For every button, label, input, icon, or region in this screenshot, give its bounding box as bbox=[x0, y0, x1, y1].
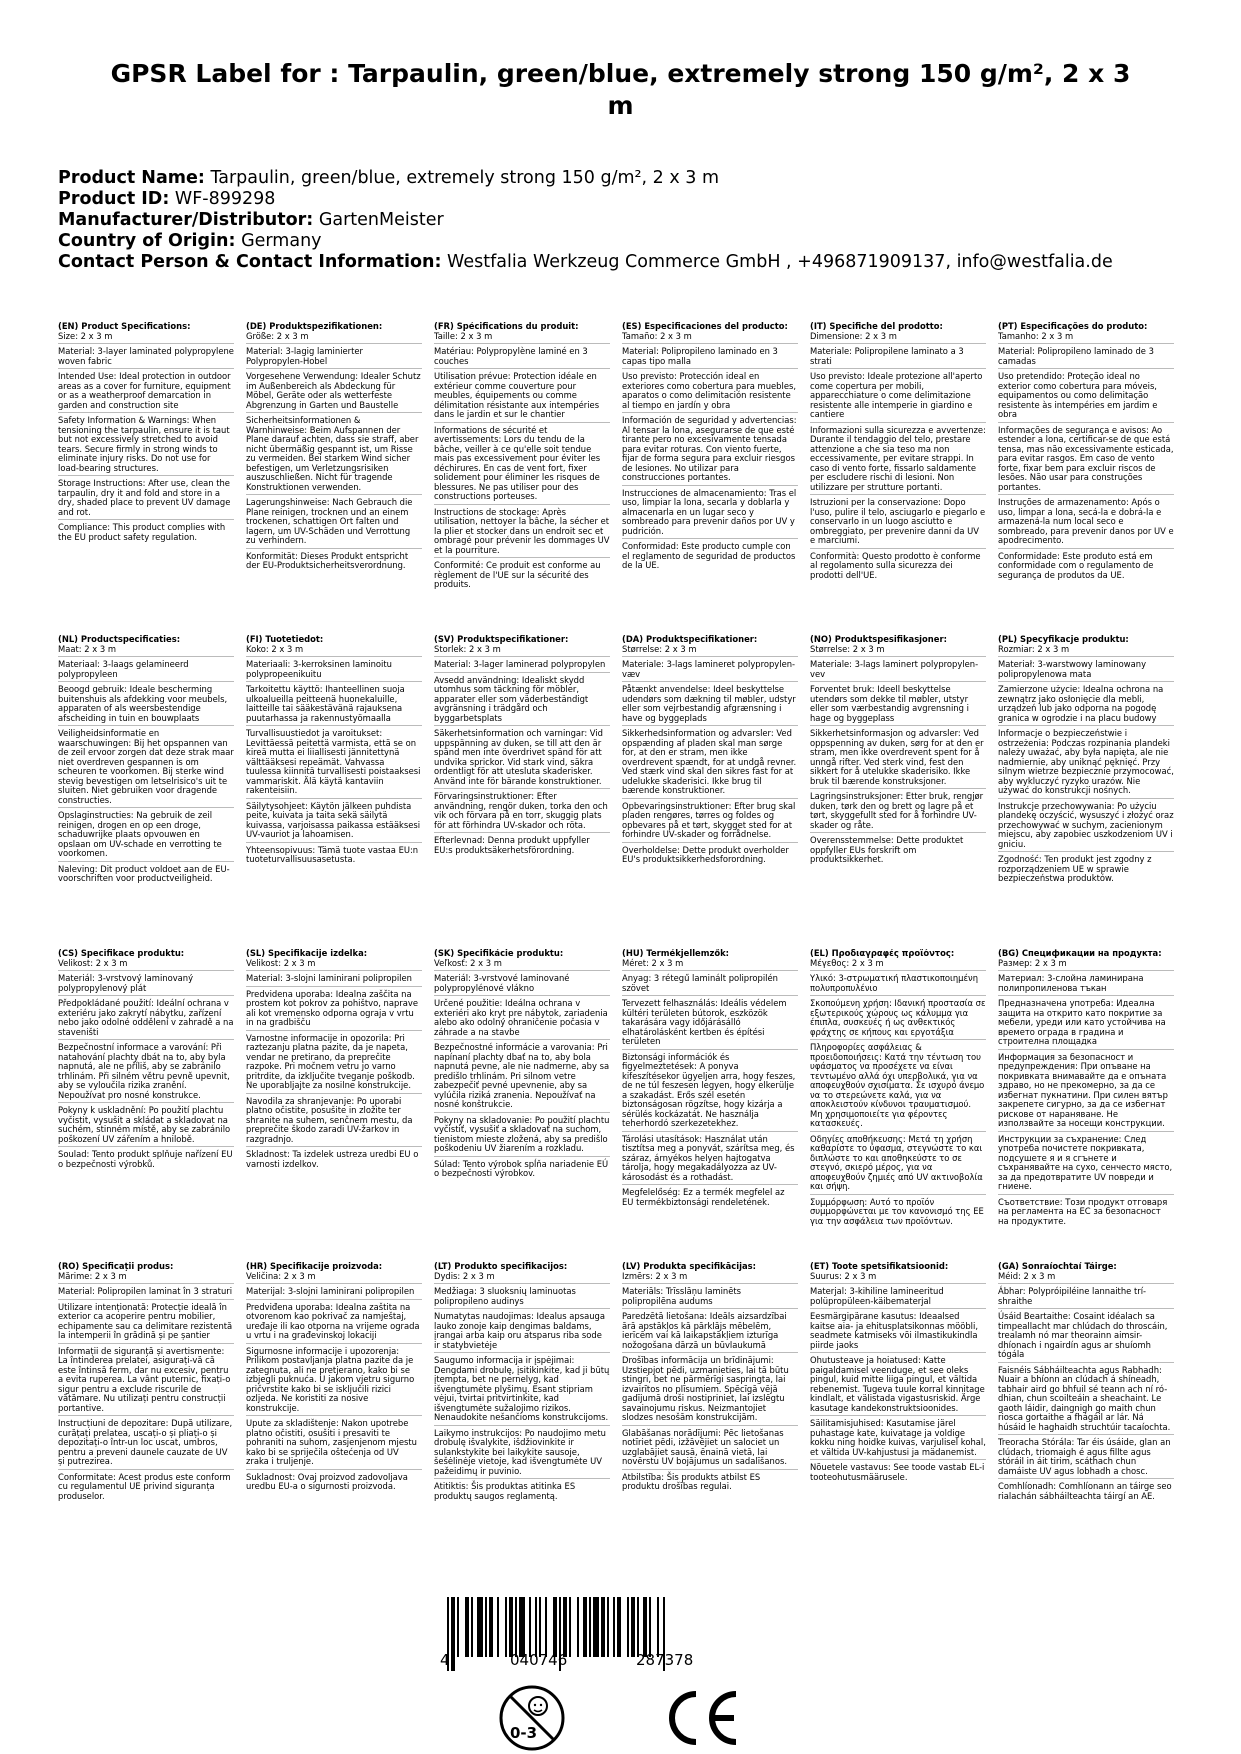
spec-line: Predviđena uporaba: Idealna zaštita na otvorenom kao pokrivač za namještaj, uređaje ili kao otporna na vrijeme ograda u vrtu i na građevinskoj lokaciji bbox=[246, 1303, 422, 1344]
barcode-bar bbox=[563, 1597, 567, 1657]
spec-line: Medžiaga: 3 sluoksnių laminuotas polipropileno audinys bbox=[434, 1287, 610, 1309]
spec-line: Istruzioni per la conservazione: Dopo l'uso, pulire il telo, asciugarlo e piegarlo e conservarlo in un luogo asciutto e ombreggiato, per prevenire danni da UV e marciumi. bbox=[810, 498, 986, 549]
language-block bbox=[434, 322, 610, 622]
spec-line: Intended Use: Ideal protection in outdoor areas as a cover for furniture, equipment or as a weatherproof demarcation in garden and construction site bbox=[58, 372, 234, 413]
barcode-bar bbox=[657, 1597, 659, 1657]
spec-line: Opslaginstructies: Na gebruik de zeil reinigen, drogen en op een droge, schaduwrijke plaats opvouwen en opslaan om UV-schade en verrotting te voorkomen. bbox=[58, 811, 234, 862]
spec-line: Storage Instructions: After use, clean the tarpaulin, dry it and fold and store in a dry, shaded place to prevent UV damage and rot. bbox=[58, 479, 234, 520]
spec-line: Informacje o bezpieczeństwie i ostrzeżenia: Podczas rozpinania plandeki należy uważać, aby była napięta, ale nie nadmiernie, aby uniknąć pęknięć. Przy silnym wietrze bezpiecznie przymocować, aby wykluczyć ryzyko urazów. Nie używać do konstrukcji nośnych. bbox=[998, 729, 1174, 799]
spec-line: Soulad: Tento produkt splňuje nařízení EU o bezpečnosti výrobků. bbox=[58, 1149, 233, 1169]
spec-line: Treoracha Stórála: Tar éis úsáide, glan an clúdach, triomaigh é agus fillte agus stóráil in áit tirim, scáthach chun damáiste UV agus lobhadh a chosc. bbox=[998, 1438, 1174, 1479]
barcode-bar bbox=[637, 1597, 639, 1657]
language-heading: (IT) Specifiche del prodotto: bbox=[810, 322, 943, 331]
spec-line: Upute za skladištenje: Nakon upotrebe platno očistiti, osušiti i presaviti te pohraniti na suhom, zasjenjenom mjestu kako bi se spriječila oštećenja od UV zraka i truljenje. bbox=[246, 1419, 422, 1470]
spec-line: Предназначена употреба: Идеална защита на открито като покритие за мебели, уреди или като устойчива на времето ограда в градина и строителна площадка bbox=[998, 999, 1174, 1050]
spec-line: Safety Information & Warnings: When tensioning the tarpaulin, ensure it is taut but not excessively stretched to avoid tears. Secure firmly in strong winds to eliminate injury risks. Do not use for load-bearing structures. bbox=[58, 416, 234, 476]
language-heading: (PT) Especificações do produto: bbox=[998, 322, 1148, 331]
info-value: Westfalia Werkzeug Commerce GmbH , +496871909137, info@westfalia.de bbox=[447, 252, 1113, 272]
barcode-bar bbox=[589, 1597, 591, 1657]
spec-line: Инструкции за съхранение: След употреба почистете покривката, подсушете я и я сгънете и съхранявайте на сухо, сенчесто място, за да предотвратите UV повреди и гниене. bbox=[998, 1135, 1174, 1195]
language-block bbox=[58, 635, 234, 935]
spec-line: Pokyny k uskladnění: Po použití plachtu vyčistit, vysušit a skládat a skladovat na suchém, stinném místě, aby se zabránilo poškození UV zářením a hnilobě. bbox=[58, 1106, 234, 1147]
spec-line: Sikkerhedsinformation og advarsler: Ved opspænding af pladen skal man sørge for, at den er stram, men ikke overdrevent spændt, for at undgå revner. Ved stærk vind skal den sikres fast for at udelukke skaderisici. Ikke brug til bærende konstruktioner. bbox=[622, 729, 798, 799]
language-heading: (SV) Produktspecifikationer: bbox=[434, 635, 569, 644]
spec-line: Información de seguridad y advertencias: Al tensar la lona, asegurarse de que esté tirante pero no excesivamente tensada para evitar roturas. Con viento fuerte, fijar de forma segura para excluir riesgos de lesiones. No utilizar para construcciones portantes. bbox=[622, 416, 798, 486]
spec-line: Ábhar: Polypróipiléine lannaithe trí-shraithe bbox=[998, 1287, 1174, 1309]
barcode-bar bbox=[509, 1597, 513, 1657]
barcode-bar bbox=[485, 1597, 487, 1657]
label-title: GPSR Label for : Tarpaulin, green/blue, extremely strong 150 g/m², 2 x 3 m bbox=[110, 59, 1131, 120]
language-block bbox=[810, 322, 986, 622]
barcode-bar bbox=[627, 1597, 629, 1657]
spec-line: Instructions de stockage: Après utilisation, nettoyer la bâche, la sécher et la plier et stocker dans un endroit sec et ombragé pour prévenir les dommages UV et la pourriture. bbox=[434, 508, 610, 559]
language-heading: (DE) Produktspezifikationen: bbox=[246, 322, 383, 331]
barcode-bar bbox=[519, 1597, 525, 1657]
info-row bbox=[58, 168, 1188, 189]
spec-line: Předpokládané použití: Ideální ochrana v exteriéru jako zakrytí nábytku, zařízení nebo jako odolné oddělení v zahradě a na staveništi bbox=[58, 999, 234, 1040]
spec-line: Zamierzone użycie: Idealna ochrona na zewnątrz jako osłonięcie dla mebli, urządzeń lub jako odporna na pogodę granica w ogrodzie i na placu budowy bbox=[998, 685, 1174, 726]
language-heading: (BG) Спецификации на продукта: bbox=[998, 949, 1162, 958]
spec-line: Størrelse: 2 x 3 m bbox=[622, 645, 798, 658]
info-row bbox=[58, 189, 1188, 210]
spec-line: Vorgesehene Verwendung: Idealer Schutz im Außenbereich als Abdeckung für Möbel, Geräte oder als wetterfeste Abgrenzung in Garten und Baustelle bbox=[246, 372, 422, 413]
info-row bbox=[58, 252, 1188, 273]
spec-line: Storlek: 2 x 3 m bbox=[434, 645, 610, 658]
spec-line: Размер: 2 x 3 m bbox=[998, 959, 1174, 972]
spec-line: Størrelse: 2 x 3 m bbox=[810, 645, 986, 658]
info-value: WF-899298 bbox=[174, 189, 276, 209]
spec-line: Dydis: 2 x 3 m bbox=[434, 1272, 610, 1285]
barcode-bar bbox=[607, 1597, 609, 1657]
barcode-bar bbox=[457, 1597, 459, 1657]
spec-line: Μέγεθος: 2 x 3 m bbox=[810, 959, 986, 972]
language-heading: (EL) Προδιαγραφές προϊόντος: bbox=[810, 949, 955, 958]
spec-line: Nõuetele vastavus: See toode vastab EL-i tooteohutusmäärusele. bbox=[810, 1462, 985, 1482]
language-heading: (NO) Produktspesifikasjoner: bbox=[810, 635, 947, 644]
spec-line: Mărime: 2 x 3 m bbox=[58, 1272, 234, 1285]
info-label: Contact Person & Contact Information: bbox=[58, 252, 442, 272]
spec-line: Rozmiar: 2 x 3 m bbox=[998, 645, 1174, 658]
spec-line: Materiale: 3-lags laminert polypropylen-vev bbox=[810, 660, 986, 682]
barcode-bar bbox=[601, 1597, 605, 1657]
barcode-bar bbox=[577, 1597, 579, 1657]
spec-line: Conformidade: Este produto está em conformidade com o regulamento de segurança de produtos da UE. bbox=[998, 550, 1154, 580]
spec-line: Material: 3-lagig laminierter Polypropylen-Hobel bbox=[246, 347, 422, 369]
spec-line: Instruções de armazenamento: Após o uso, limpar a lona, secá-la e dobrá-la e armazená-la num local seco e sombreado, para prevenir danos por UV e apodrecimento. bbox=[998, 498, 1174, 549]
info-label: Product Name: bbox=[58, 168, 205, 188]
spec-line: Conformità: Questo prodotto è conforme al regolamento sulla sicurezza dei prodotti dell'UE. bbox=[810, 550, 981, 580]
spec-line: Forventet bruk: Ideell beskyttelse utendørs som dekke til møbler, utstyr eller som værbestandig avgrensning i hage og byggeplass bbox=[810, 685, 986, 726]
spec-line: Tamanho: 2 x 3 m bbox=[998, 332, 1174, 345]
language-grid bbox=[58, 322, 1188, 1577]
language-heading: (ET) Toote spetsifikatsioonid: bbox=[810, 1262, 949, 1271]
spec-line: Suurus: 2 x 3 m bbox=[810, 1272, 986, 1285]
barcode-bar bbox=[613, 1597, 615, 1657]
spec-line: Drošības informācija un brīdinājumi: Uzstiepjot pēdi, uzmanieties, lai tā būtu stingri, bet ne pārmērīgi saspringta, lai izvairītos no plīsumiem. Spēcīgā vējā gadījumā droši nostipriniet, lai izslēgtu savainojumu riskus. Neizmantojiet slodzes nesošām konstrukcijām. bbox=[622, 1356, 798, 1426]
barcode-bar bbox=[643, 1597, 647, 1657]
spec-line: Bezpečnostní informace a varování: Při natahování plachty dbát na to, aby byla napnutá, ale ne příliš, aby se zabránilo trhlinám. Při silném větru pevně upevnit, aby se vyloučila rizika zranění. Nepoužívat pro nosné konstrukce. bbox=[58, 1043, 234, 1103]
language-block bbox=[246, 635, 422, 935]
barcode-bar bbox=[649, 1597, 651, 1657]
spec-line: Συμμόρφωση: Αυτό το προϊόν συμμορφώνεται με τον κανονισμό της ΕΕ για την ασφάλεια των προϊόντων. bbox=[810, 1196, 984, 1226]
spec-line: Material: 3-lager laminerad polypropylen bbox=[434, 660, 610, 673]
spec-line: Izmērs: 2 x 3 m bbox=[622, 1272, 798, 1285]
spec-line: Instrukcje przechowywania: Po użyciu plandekę oczyścić, wysuszyć i złożyć oraz przechowywać w suchym, zacienionym miejscu, aby zapobiec uszkodzeniom UV i gniciu. bbox=[998, 802, 1174, 853]
barcode-bar bbox=[569, 1597, 571, 1657]
language-block bbox=[434, 635, 610, 935]
info-row bbox=[58, 231, 1188, 252]
spec-line: Overensstemmelse: Dette produktet oppfyller EUs forskrift om produktsikkerhet. bbox=[810, 835, 964, 864]
spec-line: Οδηγίες αποθήκευσης: Μετά τη χρήση καθαρίστε το ύφασμα, στεγνώστε το και διπλώστε το και αποθηκεύστε το σε στεγνό, σκιερό μέρος, για να αποφευχθούν ζημιές από UV ακτινοβολία και σήψη. bbox=[810, 1135, 986, 1195]
spec-line: Materiale: 3-lags lamineret polypropylen-væv bbox=[622, 660, 798, 682]
barcode-bar bbox=[631, 1597, 635, 1657]
language-block bbox=[246, 949, 422, 1249]
barcode-bar bbox=[489, 1597, 493, 1657]
spec-line: Velikost: 2 x 3 m bbox=[58, 959, 234, 972]
spec-line: Predvidena uporaba: Idealna zaščita na prostem kot pokrov za pohištvo, naprave ali kot vremensko odporna ograja v vrtu in na gradbišču bbox=[246, 990, 422, 1031]
spec-line: Материал: 3-слойна ламинирана полипропиленова тъкан bbox=[998, 974, 1174, 996]
ce-mark-icon bbox=[662, 1684, 742, 1752]
spec-line: Yhteensopivuus: Tämä tuote vastaa EU:n tuoteturvallisuusasetusta. bbox=[246, 844, 419, 864]
spec-line: Veiligheidsinformatie en waarschuwingen: Bij het opspannen van de zeil ervoor zorgen dat deze strak maar niet overdreven gespannen is om scheuren te voorkomen. Bij sterke wind stevig bevestigen om letselrisico's uit te sluiten. Niet gebruiken voor dragende constructies. bbox=[58, 729, 234, 808]
age-warning-text: 0-3 bbox=[510, 1724, 538, 1742]
spec-line: Uso pretendido: Proteção ideal no exterior como cobertura para móveis, equipamentos ou como delimitação resistente às intempéries em jardim e obra bbox=[998, 372, 1174, 423]
language-block bbox=[622, 322, 798, 622]
spec-line: Säilitamisjuhised: Kasutamise järel puhastage kate, kuivatage ja voldige kokku ning hoidke kuivas, varjulisel kohal, et vältida UV-kahjustusi ja mädanemist. bbox=[810, 1419, 986, 1460]
barcode-bar bbox=[583, 1597, 587, 1657]
spec-line: Atbilstība: Šis produkts atbilst ES produktu drošības regulai. bbox=[622, 1471, 761, 1491]
spec-line: Ohutusteave ja hoiatused: Katte paigaldamisel veenduge, et see oleks pingul, kuid mitte liiga pingul, et vältida rebenemist. Tugeva tuule korral kinnitage kindlalt, et välistada vigastusriskid. Ärge kasutage kandekonstruktsioonides. bbox=[810, 1356, 986, 1416]
spec-line: Instrucciones de almacenamiento: Tras el uso, limpiar la lona, secarla y doblarla y almacenarla en un lugar seco y sombreado para prevenir daños por UV y pudrición. bbox=[622, 489, 798, 540]
spec-line: Maat: 2 x 3 m bbox=[58, 645, 234, 658]
spec-line: Σκοπούμενη χρήση: Ιδανική προστασία σε εξωτερικούς χώρους ως κάλυμμα για έπιπλα, συσκευές ή ως ανθεκτικός φράχτης σε κήπους και εργοτάξια bbox=[810, 999, 986, 1040]
spec-line: Určené použitie: Ideálna ochrana v exteriéri ako kryt pre nábytok, zariadenia alebo ako odolný ohraničenie počasia v záhrade a na stavbe bbox=[434, 999, 610, 1040]
spec-line: Tamaño: 2 x 3 m bbox=[622, 332, 798, 345]
barcode-bar bbox=[535, 1597, 537, 1657]
language-block bbox=[622, 635, 798, 935]
spec-line: Size: 2 x 3 m bbox=[58, 332, 234, 345]
language-block bbox=[58, 949, 234, 1249]
spec-line: Utilisation prévue: Protection idéale en extérieur comme couverture pour meubles, équipements ou comme délimitation résistante aux intempéries dans le jardin et sur le chantier bbox=[434, 372, 610, 423]
language-block bbox=[998, 949, 1174, 1249]
spec-line: Material: 3-layer laminated polypropylene woven fabric bbox=[58, 347, 234, 369]
spec-line: Material: Polipropilen laminat în 3 straturi bbox=[58, 1287, 234, 1300]
barcode-bar bbox=[539, 1597, 541, 1657]
language-block bbox=[810, 1262, 986, 1562]
spec-line: Bezpečnostné informácie a varovania: Pri napínaní plachty dbať na to, aby bola napnutá pevne, ale nie nadmerne, aby sa predišlo trhlinám. Pri silnom vetre zabezpečiť pevné upevnenie, aby sa vylúčila riziká zranenia. Nepoužívať na nosné konštrukcie. bbox=[434, 1043, 610, 1113]
spec-line: Informations de sécurité et avertissements: Lors du tendu de la bâche, veiller à ce qu'elle soit tendue mais pas excessivement pour éviter les déchirures. En cas de vent fort, fixer solidement pour éliminer les risques de blessures. Ne pas utiliser pour des constructions porteuses. bbox=[434, 426, 610, 505]
spec-line: Navodila za shranjevanje: Po uporabi platno očistite, posušite in zložite ter shranite na suhem, senčnem mestu, da preprečite škodo zaradi UV-žarkov in razgradnjo. bbox=[246, 1097, 422, 1148]
spec-line: Πληροφορίες ασφάλειας & προειδοποιήσεις: Κατά την τέντωση του υφάσματος να προσέχετε να είναι τεντωμένο αλλά όχι υπερβολικά, για να αποφευχθούν σχισίματα. Σε ισχυρό άνεμο να το στερεώνετε καλά, για να αποκλειστούν κίνδυνοι τραυματισμού. Μη χρησιμοποιείτε για φέροντες κατασκευές. bbox=[810, 1043, 986, 1132]
spec-line: Informazioni sulla sicurezza e avvertenze: Durante il tendaggio del telo, prestare attenzione a che sia teso ma non eccessivamente, per evitare strappi. In caso di vento forte, fissarlo saldamente per escludere rischi di lesioni. Non utilizzare per strutture portanti. bbox=[810, 426, 986, 496]
barcode-bar bbox=[465, 1597, 469, 1657]
language-heading: (DA) Produktspecifikationer: bbox=[622, 635, 758, 644]
product-info bbox=[58, 168, 1188, 273]
barcode-bar bbox=[471, 1597, 473, 1657]
info-value: Germany bbox=[241, 231, 322, 251]
spec-line: Paredzētā lietošana: Ideāls aizsardzībai ārā apstākļos kā pārklājs mēbelēm, ierīcēm vai kā laikapstākļiem izturīga nožogošana dārzā un būvlaukumā bbox=[622, 1312, 798, 1353]
language-block bbox=[622, 1262, 798, 1562]
info-value: Tarpaulin, green/blue, extremely strong 150 g/m², 2 x 3 m bbox=[210, 168, 720, 188]
spec-line: Sigurnosne informacije i upozorenja: Prilikom postavljanja platna pazite da je zategnuta, ali ne pretjerano, kako bi se izbjegli puknuća. U jakom vjetru sigurno pričvrstite kako bi se isključili rizici ozljeda. Ne koristiti za nosive konstrukcije. bbox=[246, 1347, 422, 1417]
spec-line: Skladnost: Ta izdelek ustreza uredbi EU o varnosti izdelkov. bbox=[246, 1149, 419, 1169]
spec-line: Conformitate: Acest produs este conform cu regulamentul UE privind siguranța produselor. bbox=[58, 1471, 231, 1501]
spec-line: Material: 3-slojni laminirani polipropilen bbox=[246, 974, 422, 987]
spec-line: Material: Polipropileno laminado de 3 camadas bbox=[998, 347, 1174, 369]
spec-line: Conformidad: Este producto cumple con el reglamento de seguridad de productos de la UE. bbox=[622, 541, 796, 570]
info-label: Product ID: bbox=[58, 189, 170, 209]
spec-line: Konformität: Dieses Produkt entspricht der EU-Produktsicherheitsverordnung. bbox=[246, 550, 409, 570]
spec-line: Megfelelőség: Ez a termék megfelel az EU termékbiztonsági rendeletének. bbox=[622, 1187, 785, 1207]
language-heading: (LT) Produkto specifikacijos: bbox=[434, 1262, 568, 1271]
spec-line: Efterlevnad: Denna produkt uppfyller EU:s produktsäkerhetsförordning. bbox=[434, 835, 590, 855]
spec-line: Atitiktis: Šis produktas atitinka ES produktų saugos reglamentą. bbox=[434, 1481, 576, 1501]
spec-line: Zgodność: Ten produkt jest zgodny z rozporządzeniem UE w sprawie bezpieczeństwa produktów. bbox=[998, 854, 1152, 883]
spec-line: Påtænkt anvendelse: Ideel beskyttelse udendørs som dækning til møbler, udstyr eller som vejrbestandig afgrænsning i have og byggeplads bbox=[622, 685, 798, 726]
language-heading: (ES) Especificaciones del producto: bbox=[622, 322, 788, 331]
spec-line: Uso previsto: Ideale protezione all'aperto come copertura per mobili, apparecchiature o come delimitazione resistente alle intemperie in giardino e cantiere bbox=[810, 372, 986, 423]
spec-line: Υλικό: 3-στρωματική πλαστικοποιημένη πολυπροπυλένιο bbox=[810, 974, 986, 996]
spec-line: Faisnéis Sábháilteachta agus Rabhadh: Nuair a bhíonn an clúdach á shíneadh, tabhair aird go bhfuil sé teann ach ní ró-dhian, chun scoilteáin a sheachaint. Le gaoth láidir, daingnigh go maith chun riosca gortaithe a fhágáil ar lár. Ná húsáid le haghaidh struchtúir tacaíochta. bbox=[998, 1366, 1174, 1436]
spec-line: Biztonsági információk és figyelmeztetések: A ponyva kifeszítésekor ügyeljen arra, hogy feszes, de ne túl feszesen legyen, hogy elkerülje a szakadást. Erős szél esetén biztonságosan rögzítse, hogy kizárja a sérülés kockázatát. Ne használja teherhordó szerkezetekhez. bbox=[622, 1053, 798, 1132]
spec-line: Beoogd gebruik: Ideale bescherming buitenshuis als afdekking voor meubels, apparaten of als weersbestendige afscheiding in tuin en bouwplaats bbox=[58, 685, 234, 726]
barcode-bar bbox=[553, 1597, 557, 1657]
spec-line: Numatytas naudojimas: Idealus apsauga lauko zonoje kaip dengimas baldams, įrangai arba kaip oru atsparus riba sode ir statybvietėje bbox=[434, 1312, 610, 1353]
info-row bbox=[58, 210, 1188, 231]
language-block bbox=[58, 1262, 234, 1562]
spec-line: Avsedd användning: Idealiskt skydd utomhus som täckning för möbler, apparater eller som väderbeständigt avgränsning i trädgård och byggarbetsplats bbox=[434, 676, 610, 727]
spec-line: Uso previsto: Protección ideal en exteriores como cobertura para muebles, aparatos o como delimitación resistente al tiempo en jardín y obra bbox=[622, 372, 798, 413]
spec-line: Saugumo informacija ir įspėjimai: Dengdami drobulę, įsitikinkite, kad ji būtų įtempta, bet ne pernelyg, kad išvengtumėte plyšimų. Esant stipriam vėjui, tvirtai pritvirtinkite, kad išvengtumėte sužalojimo rizikos. Nenaudokite nešančioms konstrukcijoms. bbox=[434, 1356, 610, 1426]
spec-line: Matériau: Polypropylène laminé en 3 couches bbox=[434, 347, 610, 369]
barcode-right-digits: 287378 bbox=[636, 1651, 694, 1669]
spec-line: Veličina: 2 x 3 m bbox=[246, 1272, 422, 1285]
barcode-bar bbox=[593, 1597, 599, 1657]
spec-line: Materiál: 3-vrstvové laminované polypropylénové vlákno bbox=[434, 974, 610, 996]
spec-line: Naleving: Dit product voldoet aan de EU-voorschriften voor productveiligheid. bbox=[58, 863, 230, 883]
spec-line: Úsáid Beartaithe: Cosaint idéalach sa timpeallacht mar chlúdach do throscáin, trealamh nó mar theorainn aimsir-dhíonach i ngairdín agus ar shuíomh tógála bbox=[998, 1312, 1174, 1363]
spec-line: Anyag: 3 rétegű laminált polipropilén szövet bbox=[622, 974, 798, 996]
spec-line: Méret: 2 x 3 m bbox=[622, 959, 798, 972]
spec-line: Tarkoitettu käyttö: Ihanteellinen suoja ulkoalueilla peitteenä huonekaluille, laitteille tai sääkestävänä rajauksena puutarhassa ja rakennustyömaalla bbox=[246, 685, 422, 726]
spec-line: Größe: 2 x 3 m bbox=[246, 332, 422, 345]
barcode-bar bbox=[477, 1597, 483, 1657]
language-block bbox=[246, 1262, 422, 1562]
info-value: GartenMeister bbox=[318, 210, 444, 230]
language-block bbox=[434, 1262, 610, 1562]
language-heading: (LV) Produkta specifikācijas: bbox=[622, 1262, 756, 1271]
spec-line: Materiał: 3-warstwowy laminowany polipropylenowa mata bbox=[998, 660, 1174, 682]
language-heading: (GA) Sonraíochtaí Táirge: bbox=[998, 1262, 1117, 1271]
spec-line: Dimensione: 2 x 3 m bbox=[810, 332, 986, 345]
language-block bbox=[998, 1262, 1174, 1562]
language-heading: (RO) Specificații produs: bbox=[58, 1262, 174, 1271]
spec-line: Koko: 2 x 3 m bbox=[246, 645, 422, 658]
spec-line: Förvaringsinstruktioner: Efter användning, rengör duken, torka den och vik och förvara på en torr, skuggig plats för att förhindra UV-skador och röta. bbox=[434, 792, 610, 833]
barcode-bar bbox=[505, 1597, 507, 1657]
language-heading: (FI) Tuotetiedot: bbox=[246, 635, 324, 644]
spec-line: Material: Polipropileno laminado en 3 capas tipo malla bbox=[622, 347, 798, 369]
spec-line: Sicherheitsinformationen & Warnhinweise: Beim Aufspannen der Plane darauf achten, dass sie straff, aber nicht übermäßig gespannt ist, um Risse zu vermeiden. Bei starkem Wind sicher befestigen, um Verletzungsrisiken auszuschließen. Nicht für tragende Konstruktionen verwenden. bbox=[246, 416, 422, 495]
spec-line: Informații de siguranță și avertismente: La întinderea prelatei, asigurați-vă că este întinsă ferm, dar nu excesiv, pentru a evita ruperea. La vânt puternic, fixați-o sigur pentru a exclude riscurile de vătămare. Nu utilizați pentru construcții portantive. bbox=[58, 1347, 234, 1417]
spec-line: Materiale: Polipropilene laminato a 3 strati bbox=[810, 347, 986, 369]
language-block bbox=[622, 949, 798, 1249]
barcode-bar bbox=[451, 1597, 455, 1671]
spec-line: Säilytysohjeet: Käytön jälkeen puhdista peite, kuivata ja taita sekä säilytä kuivassa, varjoisassa paikassa estääksesi UV-vauriot ja lahoamisen. bbox=[246, 802, 422, 843]
language-block bbox=[810, 635, 986, 935]
spec-line: Sikkerhetsinformasjon og advarsler: Ved oppspenning av duken, sørg for at den er stram, men ikke overdrevent spent for å unngå rifter. Ved sterk vind, fest den sikkert for å utelukke skaderisiko. Ikke bruk til bærende konstruksjoner. bbox=[810, 729, 986, 789]
language-heading: (HU) Termékjellemzők: bbox=[622, 949, 730, 958]
barcode-left-digits: 040746 bbox=[510, 1651, 568, 1669]
language-block bbox=[434, 949, 610, 1249]
spec-line: Laikymo instrukcijos: Po naudojimo metu drobulę išvalykite, išdžiovinkite ir sulankstykite bei laikykite sausoje, šešėlinėje vietoje, kad išvengtumėte UV pažeidimų ir puvinio. bbox=[434, 1429, 610, 1480]
spec-line: Overholdelse: Dette produkt overholder EU's produktsikkerhedsforordning. bbox=[622, 844, 789, 864]
age-warning-icon bbox=[498, 1684, 566, 1752]
spec-line: Utilizare intenționată: Protecție ideală în exterior ca acoperire pentru mobilier, echipamente sau ca delimitare rezistentă la intemperii în grădină și pe șantier bbox=[58, 1303, 234, 1344]
spec-line: Compliance: This product complies with the EU product safety regulation. bbox=[58, 522, 226, 542]
spec-line: Súlad: Tento výrobok spĺňa nariadenie EÚ o bezpečnosti výrobkov. bbox=[434, 1158, 609, 1178]
spec-line: Materijal: 3-slojni laminirani polipropilen bbox=[246, 1287, 422, 1300]
barcode-bar bbox=[545, 1597, 547, 1657]
language-block bbox=[246, 322, 422, 622]
spec-line: Materiaal: 3-laags gelamineerd polypropyleen bbox=[58, 660, 234, 682]
spec-line: Varnostne informacije in opozorila: Pri raztezanju platna pazite, da je napeta, vendar ne pretirano, da preprečite razpoke. Pri močnem vetru jo varno pritrdite, da izključite tveganje poškodb. Ne uporabljajte za nosilne konstrukcije. bbox=[246, 1034, 422, 1094]
language-block bbox=[58, 322, 234, 622]
barcode-bar bbox=[617, 1597, 621, 1657]
spec-line: Velikost: 2 x 3 m bbox=[246, 959, 422, 972]
language-block bbox=[998, 635, 1174, 935]
language-heading: (HR) Specifikacije proizvoda: bbox=[246, 1262, 383, 1271]
language-block bbox=[810, 949, 986, 1249]
spec-line: Taille: 2 x 3 m bbox=[434, 332, 610, 345]
spec-line: Opbevaringsinstruktioner: Efter brug skal pladen rengøres, tørres og foldes og opbevares på et tørt, skygget sted for at forhindre UV-skader og forrådnelse. bbox=[622, 802, 798, 843]
language-heading: (CS) Specifikace produktu: bbox=[58, 949, 185, 958]
spec-line: Lagerungshinweise: Nach Gebrauch die Plane reinigen, trocknen und an einem trockenen, schattigen Ort falten und lagern, um UV-Schäden und Verrottung zu verhindern. bbox=[246, 498, 422, 549]
spec-line: Pokyny na skladovanie: Po použití plachtu vyčistiť, vysušiť a skladovať na suchom, tienistom mieste zložená, aby sa predišlo poškodeniu UV žiarením a rozkladu. bbox=[434, 1116, 610, 1157]
spec-line: Méid: 2 x 3 m bbox=[998, 1272, 1174, 1285]
barcode-bar bbox=[529, 1597, 531, 1657]
spec-line: Säkerhetsinformation och varningar: Vid uppspänning av duken, se till att den är spänd men inte överdrivet spänd för att undvika sprickor. Vid stark vind, säkra ordentligt för att utesluta skaderisker. Använd inte för bärande konstruktioner. bbox=[434, 729, 610, 789]
barcode-bar bbox=[515, 1597, 517, 1657]
spec-line: Glabāšanas norādījumi: Pēc lietošanas notīriet pēdi, izžāvējiet un salociet un uzglabājiet sausā, ēnainā vietā, lai novērstu UV bojājumus un sadalīšanos. bbox=[622, 1429, 798, 1470]
spec-line: Информация за безопасност и предупреждения: При опъване на покривката внимавайте да е опъната здраво, но не прекомерно, за да се избегнат пукнатини. При силен вятър закрепете сигурно, за да се избегнат рискове от нараняване. Не използвайте за носещи конструкции. bbox=[998, 1053, 1174, 1132]
spec-line: Materiaali: 3-kerroksinen laminoitu polypropeenikuitu bbox=[246, 660, 422, 682]
spec-line: Eesmärgipärane kasutus: Ideaalsed kaitse aia- ja ehitusplatsikonnas mööbli, seadmete katmiseks või ilmastikukindla piirde jaoks bbox=[810, 1312, 986, 1353]
language-heading: (PL) Specyfikacje produktu: bbox=[998, 635, 1129, 644]
spec-line: Comhlíonadh: Comhlíonann an táirge seo rialachán sábháilteachta táirgí an AE. bbox=[998, 1481, 1172, 1501]
barcode-bar bbox=[497, 1597, 499, 1657]
spec-line: Veľkosť: 2 x 3 m bbox=[434, 959, 610, 972]
spec-line: Materiāls: Trīsslāņu laminēts polipropilēna audums bbox=[622, 1287, 798, 1309]
spec-line: Sukladnost: Ovaj proizvod zadovoljava uredbu EU-a o sigurnosti proizvoda. bbox=[246, 1471, 408, 1491]
spec-line: Informações de segurança e avisos: Ao estender a lona, certificar-se de que está tensa, mas não excessivamente esticada, para evitar rasgos. Em caso de vento forte, fixar bem para excluir riscos de lesões. Não usar para construções portantes. bbox=[998, 426, 1174, 496]
spec-line: Tárolási utasítások: Használat után tisztítsa meg a ponyvát, szárítsa meg, és szárаz, árnyékos helyen hajtogatva tárolja, hogy megakadályozza az UV-károsodást és a rothadást. bbox=[622, 1135, 798, 1186]
language-heading: (NL) Productspecificaties: bbox=[58, 635, 181, 644]
language-heading: (FR) Spécifications du produit: bbox=[434, 322, 579, 331]
language-block bbox=[998, 322, 1174, 622]
language-heading: (SK) Špecifikácie produktu: bbox=[434, 949, 564, 958]
info-label: Country of Origin: bbox=[58, 231, 236, 251]
spec-line: Conformité: Ce produit est conforme au règlement de l'UE sur la sécurité des produits. bbox=[434, 560, 601, 589]
spec-line: Lagringsinstruksjoner: Etter bruk, rengjør duken, tørk den og brett og lagre på et tørt, skyggefullt sted for å forhindre UV-skader og råte. bbox=[810, 792, 986, 833]
spec-line: Turvallisuustiedot ja varoitukset: Levittäessä peitettä varmista, että se on kireä mutta ei liiallisesti jännitettynä välttääksesi repeämät. Vahvassa tuulessa kiinnitä turvallisesti poistaaksesi vammariskit. Älä käytä kantaviin rakenteisiin. bbox=[246, 729, 422, 799]
barcode-lead-digit: 4 bbox=[440, 1651, 450, 1669]
spec-line: Instrucțiuni de depozitare: După utilizare, curățați prelatea, uscați-o și pliați-o și depozitați-o într-un loc uscat, umbros, pentru a preveni daunele cauzate de UV și putrezirea. bbox=[58, 1419, 234, 1470]
spec-line: Materjal: 3-kihiline lamineeritud polüpropüleen-käibematerjal bbox=[810, 1287, 986, 1309]
spec-line: Съответствие: Този продукт отговаря на регламента на ЕС за безопасност на продуктите. bbox=[998, 1196, 1168, 1226]
language-heading: (EN) Product Specifications: bbox=[58, 322, 191, 331]
info-label: Manufacturer/Distributor: bbox=[58, 210, 314, 230]
spec-line: Tervezett felhasználás: Ideális védelem kültéri területen bútorok, eszközök takarására vagy időjárásálló elhatárolásként kertben és építési területen bbox=[622, 999, 798, 1050]
spec-line: Materiál: 3-vrstvový laminovaný polypropylenový plát bbox=[58, 974, 234, 996]
language-heading: (SL) Specifikacije izdelka: bbox=[246, 949, 368, 958]
